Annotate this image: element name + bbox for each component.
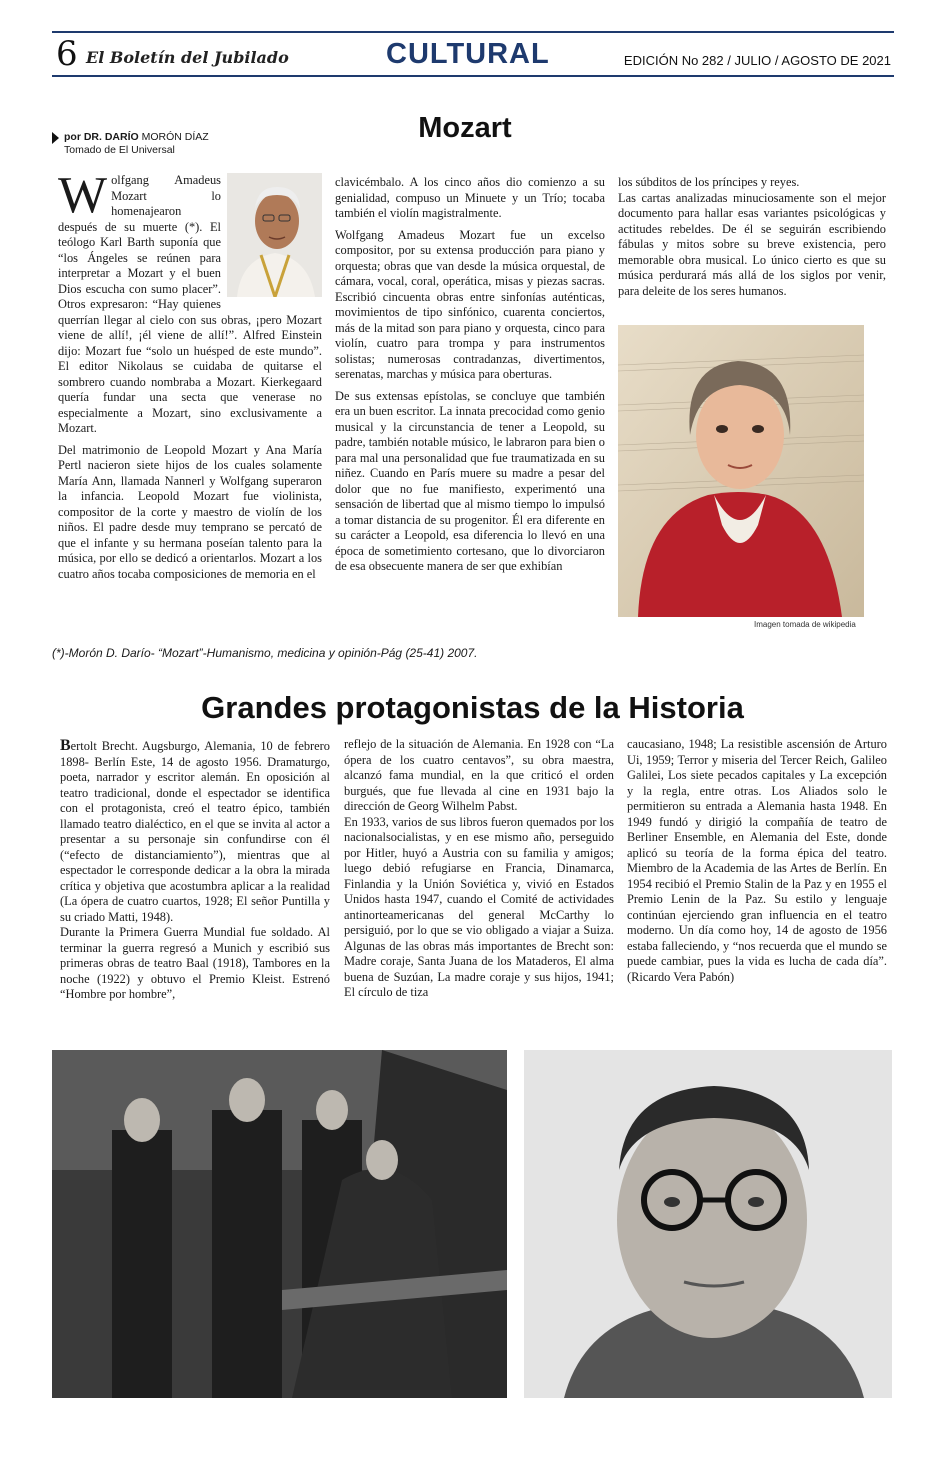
header-top-rule: [52, 31, 894, 33]
brecht-column-2: [344, 737, 614, 1001]
byline-arrow-icon: [52, 132, 59, 144]
author-source: Tomado de El Universal: [64, 144, 175, 156]
brecht-paragraph-1-text: ertolt Brecht. Augsburgo, Alemania, 10 de febrero 1898- Berlín Este, 14 de agosto 1956. Dramaturgo, poeta, narrador y escritor alemán. En oposición al teatro tradicional, donde el espectador se identifica con el protagonista, creó el teatro épico, también llamado teatro dialéctico, en el que se invita al actor a presentar a su personaje sin confundirse con él (“efecto de distanciamiento”), mientras que al espectador le corresponde dedicar a la obra la mirada crítica y objetiva que acostumbra aplicar a la realidad (La ópera de cuatro cuartos, 1928; El señor Puntilla y su criado Matti, 1948).: [60, 739, 330, 924]
mozart-paragraph-7: Las cartas analizadas minuciosamente son el mejor documento para hallar esas variantes psicológicas y actitudes rebeldes. De él se seguirán escribiendo fábulas y mitos sobre su breve existencia, pero memorable obra musical. Lo único cierto es que su música perdurará más allá de los siglos por venir, para deleite de los seres humanos.: [618, 190, 886, 298]
mozart-portrait-photo: [618, 325, 864, 617]
edition-info: EDICIÓN No 282 / JULIO / AGOSTO DE 2021: [623, 53, 891, 68]
brecht-group-photo-icon: [52, 1050, 507, 1398]
article-title-mozart: Mozart: [418, 112, 512, 144]
mozart-paragraph-4: Wolfgang Amadeus Mozart fue un excelso compositor, por su extensa producción para piano y orquesta; obras que van desde la música orquestal, de cámara, vocal, coral, operática, misas y piezas sacras. Escribió cincuenta obras entre sinfonías auténticas, movimientos de tipo sinfónico, cuarenta conciertos, más de la mitad son para piano y orquesta, cinco para violín, cuatro para trompa y para instrumentos solistas; numerosas contradanzas, divertimentos, serenatas, marchas y música para oberturas.: [335, 227, 605, 381]
mozart-paragraph-6: los súbditos de los príncipes y reyes.: [618, 175, 800, 189]
header-bottom-rule: [52, 75, 894, 77]
page-number: 6: [56, 34, 78, 74]
mozart-image-caption: Imagen tomada de wikipedia: [754, 620, 856, 629]
mozart-footnote: (*)-Morón D. Darío- “Mozart”-Humanismo, medicina y opinión-Pág (25-41) 2007.: [52, 646, 478, 660]
brecht-paragraph-3: reflejo de la situación de Alemania. En 1928 con “La ópera de los cuatro centavos”, su obra maestra, alcanzó fama mundial, en la que criticó el orden burgués, que fue llevada al cine en 1931 bajo la dirección de Georg Wilhelm Pabst.: [344, 737, 614, 813]
author-name: por DR. DARÍO: [64, 131, 139, 143]
mozart-paragraph-5: De sus extensas epístolas, se concluye que también era un buen escritor. La innata precocidad como genio musical y la circunstancia de tener a Leopold, su padre, también notable músico, le labraron para bien o para mal una personalidad que fue traumatizada en su niñez. Cuando en París muere su madre a pesar del dolor que no fue manifiesto, experimentó una sensación de libertad que al mismo tiempo lo impulsó a tomar distancia de su progenitor. Él era diferente en su carácter a Leopold, esa diferencia lo llevó en una época de sometimiento cortesano, que lo divorciaron de esa obsecuente manera de ser que exhibían: [335, 388, 605, 573]
masthead-title: El Boletín del Jubilado: [86, 48, 289, 67]
brecht-dropcap: B: [60, 737, 71, 754]
mozart-column-1: [58, 167, 322, 588]
section-title: CULTURAL: [386, 38, 550, 70]
mozart-paragraph-2: Del matrimonio de Leopold Mozart y Ana María Pertl nacieron siete hijos de los cuales solamente María Ann, llamada Nannerl y Wolfgang superaron la infancia. Leopold Mozart fue violinista, compositor de la corte y maestro de violín de los niños. El padre desde muy temprano se percató de que el infante y su hermana poseían talento para la música, por ello se dedicó a orientarlos. Mozart a los cuatro años tocaba composiciones de memoria en el: [58, 442, 322, 581]
article-title-brecht: Grandes protagonistas de la Historia: [201, 690, 744, 725]
mozart-paragraph-3: clavicémbalo. A los cinco años dio comienzo a su genialidad, compuso un Minuete y un Trío; tocaba también el violín magistralmente.: [335, 175, 605, 220]
brecht-paragraph-1: [60, 738, 330, 925]
brecht-column-3: [627, 737, 887, 985]
brecht-paragraph-4: En 1933, varios de sus libros fueron quemados por los nacionalsocialistas, y en ese mismo año, perseguido por Hitler, huyó a Austria con su familia y amigos; luego debió refugiarse en Francia, Dinamarca, Finlandia y la Unión Soviética y, vivió en Estados Unidos hasta 1947, cuando el Comité de actividades antinorteamericanas del general McCarthy lo persiguió, por lo que se vio obligado a viajar a Suiza. Algunas de las obras más importantes de Brecht son: Madre coraje, Santa Juana de los Mataderos, El alma buena de Suzúan, La madre coraje y sus hijos, 1941; El círculo de tiza: [344, 814, 614, 999]
mozart-column-3: [618, 175, 886, 305]
author-surname: MORÓN DÍAZ: [138, 131, 209, 143]
mozart-column-2: [335, 175, 605, 581]
mozart-dropcap: W: [58, 167, 108, 224]
mozart-portrait-icon: [618, 325, 864, 617]
brecht-portrait-icon: [524, 1050, 892, 1398]
brecht-column-1: [60, 738, 330, 1003]
author-byline: [64, 131, 209, 157]
brecht-group-photo: [52, 1050, 507, 1398]
author-portrait-photo: [227, 173, 322, 297]
mozart-paragraph-1: olfgang Amadeus Mozart lo homenajearon después de su muerte (*). El teólogo Karl Barth suponía que “los Ángeles se reúnen para interpretar a Mozart y el buen Dios escucha con sumo placer”. Otros expresaron: “Hay quienes querrían llegar al cielo con sus obras, ¡pero Mozart viene de allí!, ¡él viene de allí!”. Alfred Einstein dijo: Mozart fue “solo un huésped de este mundo”. El editor Nikolaus se cuidaba de quitarse el sombrero cuando nombraba a Mozart. Kierkegaard quería fundar una secta que venerase no especialmente a Mozart, sino exclusivamente a Mozart.: [58, 173, 322, 435]
brecht-paragraph-5: caucasiano, 1948; La resistible ascensión de Arturo Ui, 1959; Terror y miseria del Tercer Reich, Galileo Galilei, Los siete pecados capitales y La excepción y la regla, entre otras. Los Aliados solo le permitieron su entrada a Alemania hasta 1948. En 1949 fundó y dirigió la compañía de teatro de Berliner Ensemble, en Alemania del Este, donde aplicó su teoría de la forma épica del teatro. Miembro de la Academia de las Artes de Berlín. En 1954 recibió el Premio Stalin de la Paz y en 1955 el Premio Lenin de la Paz. Su estilo y lenguaje continúan ejerciendo gran influencia en el teatro moderno. Un día como hoy, 14 de agosto de 1956 estaba falleciendo, y “nos recuerda que el mundo se puede cambiar, pues la vida es lucha de cada día”. (Ricardo Vera Pabón): [627, 737, 887, 984]
brecht-paragraph-2: Durante la Primera Guerra Mundial fue soldado. Al terminar la guerra regresó a Munich y escribió sus primeras obras de teatro Baal (1918), Tambores en la noche (1922) y obtuvo el Premio Kleist. Estrenó “Hombre por hombre”,: [60, 925, 330, 1001]
author-portrait-icon: [227, 173, 322, 297]
brecht-portrait-photo: [524, 1050, 892, 1398]
